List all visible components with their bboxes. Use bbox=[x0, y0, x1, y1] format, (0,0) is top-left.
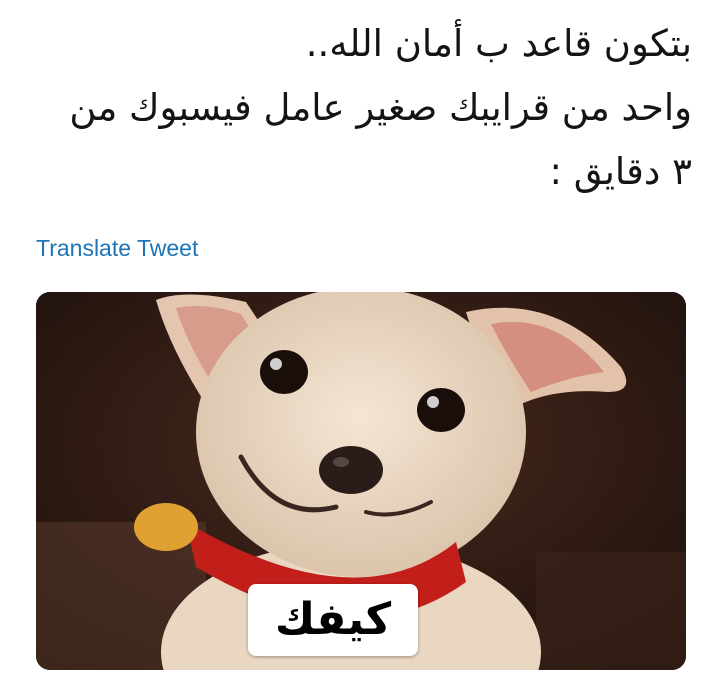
meme-caption: كيفك bbox=[248, 584, 418, 656]
tweet-text-line: ٣ دقايق : bbox=[549, 150, 692, 193]
translate-tweet-link[interactable]: Translate Tweet bbox=[36, 235, 199, 261]
tweet-text bbox=[32, 12, 692, 204]
tweet-text-line: بتكون قاعد ب أمان الله.. bbox=[305, 22, 692, 65]
tweet-text-line: واحد من قرايبك صغير عامل فيسبوك من bbox=[69, 86, 692, 129]
